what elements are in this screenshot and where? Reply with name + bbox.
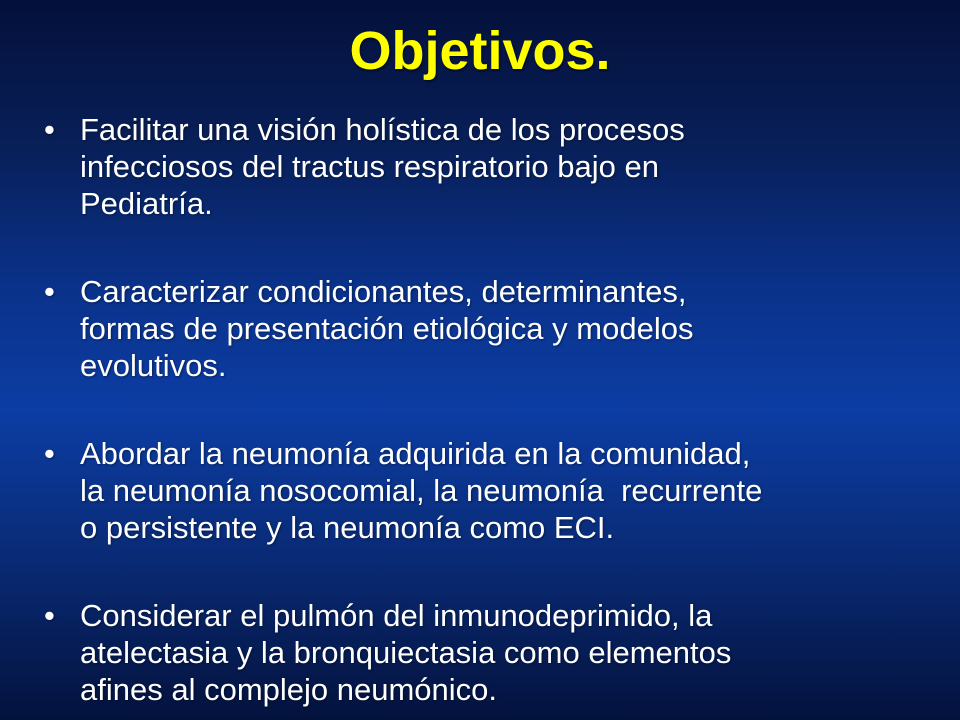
bullet-line: Considerar el pulmón del inmunodeprimido, la — [80, 598, 713, 634]
bullet-line: afines al complejo neumónico. — [80, 672, 498, 708]
bullet-line: infecciosos del tractus respiratorio bajo en — [80, 149, 659, 185]
bullet-icon: • — [44, 274, 55, 310]
bullet-text — [80, 597, 731, 708]
bullet-icon: • — [44, 598, 55, 634]
bullet-line: formas de presentación etiológica y modelos — [80, 311, 694, 347]
bullet-item — [44, 435, 942, 546]
bullet-line: evolutivos. — [80, 348, 227, 384]
bullet-text — [80, 435, 762, 546]
bullet-icon: • — [44, 112, 55, 148]
bullet-line: Abordar la neumonía adquirida en la comunidad, — [80, 436, 751, 472]
bullet-line: Facilitar una visión holística de los procesos — [80, 112, 685, 148]
bullet-line: la neumonía nosocomial, la neumonía recurrente — [80, 473, 763, 509]
bullet-line: o persistente y la neumonía como ECI. — [80, 510, 615, 546]
bullet-line: atelectasia y la bronquiectasia como elementos — [80, 635, 732, 671]
bullet-item — [44, 111, 942, 222]
bullet-line: Caracterizar condicionantes, determinantes, — [80, 274, 687, 310]
bullet-item — [44, 597, 942, 708]
slide-title: Objetivos. — [349, 21, 611, 81]
bullet-item — [44, 273, 942, 384]
bullet-list — [0, 111, 960, 708]
bullet-text — [80, 273, 693, 384]
bullet-icon: • — [44, 436, 55, 472]
bullet-line: Pediatría. — [80, 186, 213, 222]
bullet-text — [80, 111, 685, 222]
